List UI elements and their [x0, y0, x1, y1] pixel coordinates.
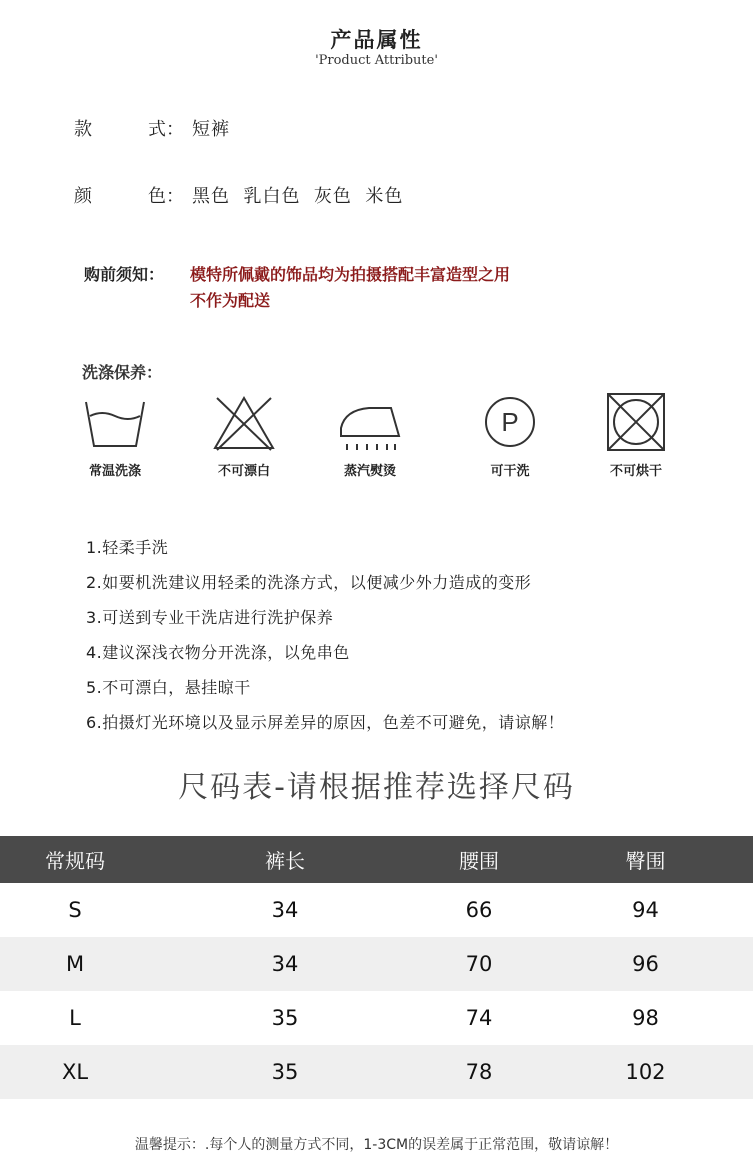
care-item-no-tumble-dry — [576, 392, 696, 479]
cell-waist: 66 — [465, 898, 493, 922]
care-caption-dry-clean: 可干洗 — [490, 464, 530, 479]
size-chart-header-row — [0, 836, 753, 883]
table-row — [0, 883, 753, 937]
header-hip: 臀围 — [625, 849, 666, 873]
size-chart-table — [0, 836, 753, 1099]
table-row — [0, 991, 753, 1045]
header-waist: 腰围 — [459, 849, 499, 873]
care-item-dry-clean — [450, 392, 570, 479]
care-caption-no-tumble-dry: 不可烘干 — [609, 464, 662, 479]
cell-length: 35 — [271, 1006, 299, 1030]
cell-waist: 78 — [465, 1060, 493, 1084]
cell-size: M — [65, 952, 85, 976]
attribute-color-value: 黑色 乳白色 灰色 米色 — [192, 186, 404, 207]
size-chart-title: 尺码表-请根据推荐选择尺码 — [178, 770, 575, 805]
tip-item: 4.建议深浅衣物分开洗涤，以免串色 — [86, 643, 350, 662]
attribute-color — [74, 182, 574, 206]
attribute-color-label-a: 颜 — [74, 186, 92, 207]
tip-item: 6.拍摄灯光环境以及显示屏差异的原因，色差不可避免，请谅解！ — [86, 713, 565, 732]
care-tips-list — [86, 536, 564, 746]
cell-hip: 102 — [625, 1060, 666, 1084]
cell-length: 34 — [271, 898, 299, 922]
no-tumble-dry-icon — [601, 392, 671, 454]
table-row — [0, 937, 753, 991]
cell-hip: 94 — [632, 898, 659, 922]
attribute-style-value: 短裤 — [192, 119, 230, 140]
dry-clean-p-icon — [475, 392, 545, 454]
cell-size: XL — [61, 1060, 89, 1084]
notice-text — [190, 262, 620, 314]
care-caption-wash: 常温洗涤 — [88, 464, 141, 479]
care-item-steam-iron — [310, 392, 430, 479]
dry-clean-letter: P — [501, 407, 519, 437]
cell-size: S — [68, 898, 82, 922]
tip-item: 5.不可漂白，悬挂晾干 — [86, 678, 251, 697]
notice-line-2: 不作为配送 — [190, 291, 271, 310]
wash-tub-icon — [80, 392, 150, 454]
notice-label: 购前须知： — [84, 265, 165, 284]
care-item-no-bleach — [184, 392, 304, 479]
footer-note: 温馨提示：.每个人的测量方式不同，1-3CM的误差属于正常范围，敬请谅解！ — [134, 1137, 619, 1153]
cell-length: 35 — [271, 1060, 299, 1084]
header-size: 常规码 — [45, 849, 105, 873]
attribute-color-label-b: 色： — [148, 186, 184, 207]
tip-item: 1.轻柔手洗 — [86, 538, 169, 557]
cell-waist: 74 — [465, 1006, 493, 1030]
page-subtitle: 'Product Attribute' — [315, 53, 438, 68]
cell-hip: 96 — [632, 952, 659, 976]
care-caption-steam-iron: 蒸汽熨烫 — [343, 464, 396, 479]
cell-length: 34 — [271, 952, 299, 976]
cell-size: L — [69, 1006, 81, 1030]
header-length: 裤长 — [265, 849, 305, 873]
care-item-wash — [55, 392, 175, 479]
table-row — [0, 1045, 753, 1099]
attribute-style-label-b: 式： — [148, 119, 184, 140]
page-title: 产品属性 — [330, 28, 423, 52]
steam-iron-icon — [335, 392, 405, 454]
attribute-style-label-a: 款 — [74, 119, 92, 140]
notice-line-1: 模特所佩戴的饰品均为拍摄搭配丰富造型之用 — [190, 265, 511, 284]
tip-item: 3.可送到专业干洗店进行洗护保养 — [86, 608, 334, 627]
attribute-style — [74, 115, 474, 139]
tip-item: 2.如要机洗建议用轻柔的洗涤方式，以便减少外力造成的变形 — [86, 573, 532, 592]
care-caption-no-bleach: 不可漂白 — [217, 464, 270, 479]
care-label: 洗涤保养： — [82, 363, 163, 382]
no-bleach-icon — [209, 392, 279, 454]
cell-hip: 98 — [632, 1006, 659, 1030]
cell-waist: 70 — [465, 952, 493, 976]
